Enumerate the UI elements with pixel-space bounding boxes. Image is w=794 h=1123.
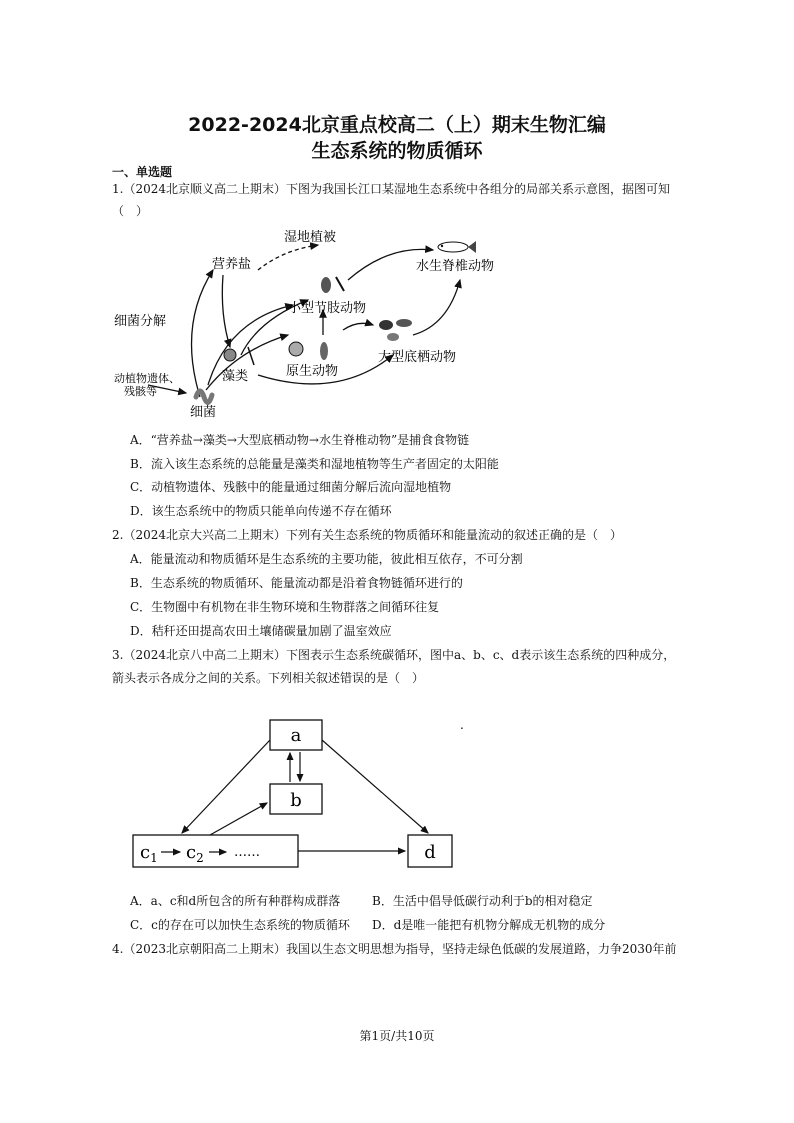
q1-option-c: C．动植物遗体、残骸中的能量通过细菌分解后流向湿地植物 bbox=[130, 480, 452, 494]
bacteria-icon bbox=[196, 391, 212, 403]
protozoa-icon bbox=[289, 342, 328, 360]
algae-icon bbox=[224, 347, 254, 365]
q3-option-d: D．d是唯一能把有机物分解成无机物的成分 bbox=[372, 918, 606, 932]
q3-option-a: A．a、c和d所包含的所有种群构成群落 bbox=[130, 894, 341, 908]
q3-carbon-cycle-diagram bbox=[130, 715, 475, 875]
label-small-arthropods: 小型节肢动物 bbox=[288, 301, 367, 316]
label-d: d bbox=[424, 842, 436, 863]
label-c1: $c_1$ bbox=[140, 842, 158, 865]
q1-option-d: D．该生态系统中的物质只能单向传递不存在循环 bbox=[130, 504, 392, 518]
label-c2: $c_2$ bbox=[186, 842, 204, 865]
page-subtitle: 生态系统的物质循环 bbox=[311, 140, 483, 162]
label-large-benthic: 大型底栖动物 bbox=[378, 350, 457, 365]
section-heading: 一、单选题 bbox=[112, 165, 173, 179]
q1-stem-line1: 1.（2024北京顺义高二上期末）下图为我国长江口某湿地生态系统中各组分的局部关系示意图，据图可知 bbox=[112, 182, 670, 196]
q3-option-c: C．c的存在可以加快生态系统的物质循环 bbox=[130, 918, 350, 932]
q4-stem-line1: 4.（2023北京朝阳高二上期末）我国以生态文明思想为指导，坚持走绿色低碳的发展道路，力争2030年前 bbox=[112, 942, 677, 956]
label-nutrients: 营养盐 bbox=[212, 257, 252, 272]
box-c bbox=[133, 835, 298, 867]
q1-ecosystem-diagram bbox=[108, 225, 508, 420]
label-protozoa: 原生动物 bbox=[286, 364, 339, 379]
benthic-animal-icon bbox=[379, 319, 412, 341]
q2-option-c: C．生物圈中有机物在非生物环境和生物群落之间循环往复 bbox=[130, 600, 440, 614]
q3-stem-line1: 3.（2024北京八中高二上期末）下图表示生态系统碳循环，图中a、b、c、d表示该生态系统的四种成分， bbox=[112, 648, 676, 662]
label-aquatic-vertebrates: 水生脊椎动物 bbox=[416, 259, 495, 274]
label-bacteria-decompose: 细菌分解 bbox=[114, 314, 167, 329]
stray-dot: . bbox=[460, 718, 464, 732]
label-b: b bbox=[290, 790, 302, 811]
label-algae: 藻类 bbox=[222, 369, 249, 384]
fish-icon bbox=[438, 241, 476, 253]
label-wetland-plants: 湿地植被 bbox=[284, 230, 337, 245]
q3-option-b: B．生活中倡导低碳行动利于b的相对稳定 bbox=[372, 894, 593, 908]
q2-option-b: B．生态系统的物质循环、能量流动都是沿着食物链循环进行的 bbox=[130, 576, 463, 590]
label-remains-line2: 残骸等 bbox=[124, 385, 157, 398]
q1-option-b: B．流入该生态系统的总能量是藻类和湿地植物等生产者固定的太阳能 bbox=[130, 457, 499, 471]
label-dots: …… bbox=[234, 845, 260, 860]
page-footer: 第1页/共10页 bbox=[359, 1029, 435, 1043]
q2-option-d: D．秸秆还田提高农田土壤储碳量加剧了温室效应 bbox=[130, 624, 392, 638]
q2-option-a: A．能量流动和物质循环是生态系统的主要功能，彼此相互依存，不可分割 bbox=[130, 552, 523, 566]
q3-stem-line2: 箭头表示各成分之间的关系。下列相关叙述错误的是（ ） bbox=[112, 671, 425, 685]
q1-option-a: A．“营养盐→藻类→大型底栖动物→水生脊椎动物”是捕食食物链 bbox=[130, 433, 470, 447]
label-a: a bbox=[290, 725, 302, 746]
q1-stem-line2: （ ） bbox=[112, 204, 149, 218]
label-bacteria: 细菌 bbox=[190, 405, 217, 420]
label-remains-line1: 动植物遗体、 bbox=[114, 372, 180, 385]
q2-stem: 2.（2024北京大兴高二上期末）下列有关生态系统的物质循环和能量流动的叙述正确的是（ ） bbox=[112, 528, 622, 542]
arthropod-icon bbox=[321, 277, 344, 293]
page-title: 2022-2024北京重点校高二（上）期末生物汇编 bbox=[188, 114, 606, 136]
